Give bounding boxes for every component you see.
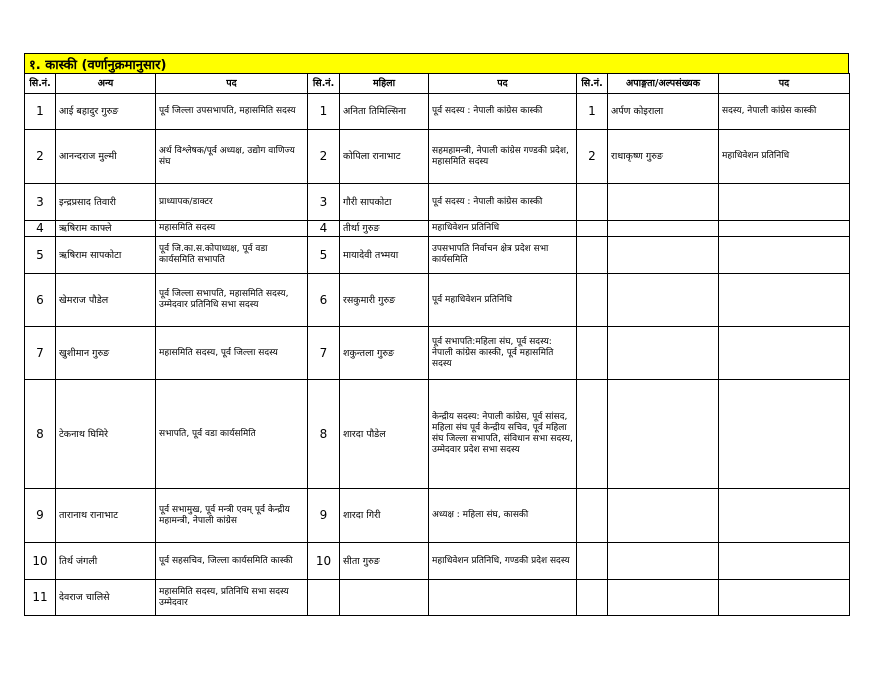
table-cell: 5 xyxy=(308,237,340,274)
header-cell: पद xyxy=(429,74,577,94)
table-cell xyxy=(308,580,340,616)
table-cell: 9 xyxy=(308,489,340,543)
table-cell: 3 xyxy=(308,184,340,221)
table-cell: तारानाथ रानाभाट xyxy=(56,489,156,543)
table-cell: 1 xyxy=(577,94,608,130)
table-cell xyxy=(577,489,608,543)
table-cell: खुशीमान गुरुङ xyxy=(56,327,156,380)
table-cell: अनिता तिमिल्सिना xyxy=(340,94,429,130)
candidate-sheet xyxy=(24,53,849,616)
table-cell: पूर्व जि.का.स.कोपाध्यक्ष, पूर्व वडा कार्यसमिति सभापति xyxy=(156,237,308,274)
table-cell xyxy=(577,274,608,327)
table-cell: 5 xyxy=(25,237,56,274)
table-cell: टेकनाथ घिमिरे xyxy=(56,380,156,489)
table-cell: अर्पण कोइराला xyxy=(608,94,719,130)
table-row xyxy=(25,221,850,237)
table-cell xyxy=(608,580,719,616)
table-cell: 4 xyxy=(308,221,340,237)
table-cell xyxy=(719,489,850,543)
table-cell: अध्यक्ष : महिला संघ, कासकी xyxy=(429,489,577,543)
table-cell xyxy=(719,184,850,221)
table-cell: पूर्व सभामुख, पूर्व मन्त्री एवम् पूर्व केन्द्रीय महामन्त्री, नेपाली कांग्रेस xyxy=(156,489,308,543)
table-cell: 2 xyxy=(25,130,56,184)
table-cell: 6 xyxy=(308,274,340,327)
table-cell: 2 xyxy=(308,130,340,184)
header-cell: पद xyxy=(719,74,850,94)
table-cell xyxy=(608,184,719,221)
table-cell: राधाकृष्ण गुरुङ xyxy=(608,130,719,184)
table-cell: पूर्व सहसचिव, जिल्ला कार्यसमिति कास्की xyxy=(156,543,308,580)
table-cell xyxy=(608,274,719,327)
table-cell: पूर्व जिल्ला सभापति, महासमिति सदस्य, उम्मेदवार प्रतिनिधि सभा सदस्य xyxy=(156,274,308,327)
table-row xyxy=(25,94,850,130)
table-cell: 3 xyxy=(25,184,56,221)
table-cell: महाधिवेशन प्रतिनिधि xyxy=(719,130,850,184)
table-cell: तिर्थ जंगली xyxy=(56,543,156,580)
table-cell: 11 xyxy=(25,580,56,616)
table-cell: पूर्व महाधिवेशन प्रतिनिधि xyxy=(429,274,577,327)
table-cell xyxy=(577,380,608,489)
table-row xyxy=(25,380,850,489)
table-cell xyxy=(608,543,719,580)
table-cell: शकुन्तला गुरुङ xyxy=(340,327,429,380)
table-cell: 9 xyxy=(25,489,56,543)
table-cell: आनन्दराज मुल्मी xyxy=(56,130,156,184)
table-cell xyxy=(719,380,850,489)
table-cell xyxy=(719,221,850,237)
table-cell xyxy=(577,184,608,221)
candidate-table xyxy=(24,73,850,616)
table-cell: 1 xyxy=(25,94,56,130)
table-cell xyxy=(608,327,719,380)
table-cell: ऋषिराम सापकोटा xyxy=(56,237,156,274)
header-cell: सि.नं. xyxy=(308,74,340,94)
table-row xyxy=(25,130,850,184)
table-cell: 1 xyxy=(308,94,340,130)
table-cell: पूर्व जिल्ला उपसभापति, महासमिति सदस्य xyxy=(156,94,308,130)
table-cell xyxy=(719,327,850,380)
table-cell: कोपिला रानाभाट xyxy=(340,130,429,184)
table-cell: 2 xyxy=(577,130,608,184)
table-cell: महासमिति सदस्य, पूर्व जिल्ला सदस्य xyxy=(156,327,308,380)
table-cell: तीर्था गुरुङ xyxy=(340,221,429,237)
table-cell: ऋषिराम काफ्ले xyxy=(56,221,156,237)
header-cell: अन्य xyxy=(56,74,156,94)
table-row xyxy=(25,580,850,616)
table-cell: सीता गुरुङ xyxy=(340,543,429,580)
table-row xyxy=(25,543,850,580)
header-cell: पद xyxy=(156,74,308,94)
table-cell: केन्द्रीय सदस्य: नेपाली कांग्रेस, पूर्व सांसद, महिला संघ पूर्व केन्द्रीय सचिव, पूर्व महिला संघ जिल्ला सभापति, संविधान सभा सदस्य, उम्मेदवार प्रदेश सभा सदस्य xyxy=(429,380,577,489)
table-cell: गौरी सापकोटा xyxy=(340,184,429,221)
table-cell: महासमिति सदस्य xyxy=(156,221,308,237)
table-cell xyxy=(577,221,608,237)
table-cell xyxy=(608,221,719,237)
table-cell: शारदा पौडेल xyxy=(340,380,429,489)
table-cell: 6 xyxy=(25,274,56,327)
header-cell: सि.नं. xyxy=(25,74,56,94)
table-row xyxy=(25,327,850,380)
table-cell: प्राध्यापक/डाक्टर xyxy=(156,184,308,221)
table-cell: 7 xyxy=(308,327,340,380)
table-cell: महासमिति सदस्य, प्रतिनिधि सभा सदस्य उम्मेदवार xyxy=(156,580,308,616)
header-row xyxy=(25,74,850,94)
table-cell xyxy=(577,237,608,274)
table-cell xyxy=(719,274,850,327)
table-cell: 7 xyxy=(25,327,56,380)
table-cell: रसकुमारी गुरुङ xyxy=(340,274,429,327)
table-row xyxy=(25,274,850,327)
table-cell xyxy=(719,237,850,274)
table-cell: पूर्व सदस्य : नेपाली कांग्रेस कास्की xyxy=(429,94,577,130)
table-cell: आई बहादुर गुरुङ xyxy=(56,94,156,130)
table-cell: 10 xyxy=(308,543,340,580)
table-cell: इन्द्रप्रसाद तिवारी xyxy=(56,184,156,221)
table-cell xyxy=(719,543,850,580)
table-cell: सहमहामन्त्री, नेपाली कांग्रेस गण्डकी प्रदेश, महासमिति सदस्य xyxy=(429,130,577,184)
header-cell: अपाङ्गता/अल्पसंख्यक xyxy=(608,74,719,94)
table-cell: उपसभापति निर्वाचन क्षेत्र प्रदेश सभा कार्यसमिति xyxy=(429,237,577,274)
table-cell: पूर्व सभापति:महिला संघ, पूर्व सदस्य: नेपाली कांग्रेस कास्की, पूर्व महासमिति सदस्य xyxy=(429,327,577,380)
table-cell: 8 xyxy=(25,380,56,489)
table-row xyxy=(25,489,850,543)
table-cell: सदस्य, नेपाली कांग्रेस कास्की xyxy=(719,94,850,130)
table-cell: सभापति, पूर्व वडा कार्यसमिति xyxy=(156,380,308,489)
table-cell: देवराज चालिसे xyxy=(56,580,156,616)
table-cell: शारदा गिरी xyxy=(340,489,429,543)
table-row xyxy=(25,184,850,221)
table-cell: 10 xyxy=(25,543,56,580)
table-cell xyxy=(608,237,719,274)
table-cell xyxy=(340,580,429,616)
table-cell: पूर्व सदस्य : नेपाली कांग्रेस कास्की xyxy=(429,184,577,221)
header-cell: सि.नं. xyxy=(577,74,608,94)
table-cell: मायादेवी तभ्‍मया xyxy=(340,237,429,274)
table-cell xyxy=(577,580,608,616)
table-cell xyxy=(429,580,577,616)
header-cell: महिला xyxy=(340,74,429,94)
table-cell: महाधिवेशन प्रतिनिधि xyxy=(429,221,577,237)
table-row xyxy=(25,237,850,274)
table-cell xyxy=(719,580,850,616)
table-cell: 8 xyxy=(308,380,340,489)
table-cell: खेमराज पौडेल xyxy=(56,274,156,327)
table-cell xyxy=(608,489,719,543)
sheet-title: १. कास्की (वर्णानुक्रमानुसार) xyxy=(24,53,849,73)
table-cell xyxy=(577,327,608,380)
table-cell xyxy=(577,543,608,580)
table-cell: अर्थ विश्लेषक/पूर्व अध्यक्ष, उद्योग वाणिज्य संघ xyxy=(156,130,308,184)
table-cell xyxy=(608,380,719,489)
table-cell: महाधिवेशन प्रतिनिधि, गण्डकी प्रदेश सदस्य xyxy=(429,543,577,580)
table-cell: 4 xyxy=(25,221,56,237)
